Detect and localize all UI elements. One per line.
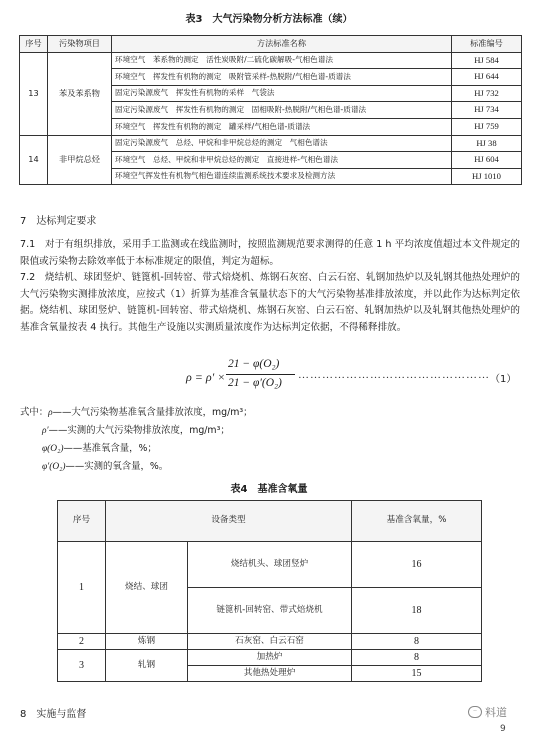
row-oxygen-value: 15 [352, 666, 482, 682]
row-pollutant: 苯及苯系物 [48, 52, 112, 135]
std-code: HJ 584 [452, 52, 522, 69]
std-code: HJ 759 [452, 118, 522, 135]
page-number: 9 [500, 724, 506, 734]
row-oxygen-value: 16 [352, 542, 482, 588]
header-no: 序号 [20, 36, 48, 53]
row-category: 轧钢 [106, 650, 188, 682]
watermark-text: 料道 [485, 706, 507, 719]
section8-heading: 8 实施与监督 [20, 709, 87, 720]
def-symbol: ρ′ [42, 426, 49, 436]
table-row [58, 542, 482, 588]
method-name: 固定污染源废气 挥发性有机物的测定 固相吸附-热脱附/气相色谱-质谱法 [112, 102, 452, 119]
row-no: 2 [58, 634, 106, 650]
leader-dots: ………………………………………… [298, 369, 490, 381]
table4-reference-oxygen [57, 500, 482, 682]
formula-denominator: 21 − φ′(O₂) [228, 377, 282, 389]
header-pollutant: 污染物项目 [48, 36, 112, 53]
method-name: 环境空气 总烃、甲烷和非甲烷总烃的测定 直接进样-气相色谱法 [112, 152, 452, 169]
header-std-code: 标准编号 [452, 36, 522, 53]
definitions-intro: 式中： [20, 407, 49, 418]
definition-row [20, 440, 253, 458]
clause-7-1: 7.1 对于有组织排放，采用手工监测或在线监测时，按照监测规范要求测得的任意 1 h 平均浓度值超过本文件规定的限值或污染物去除效率低于本标准规定的限值，判定为超标。 [20, 239, 520, 267]
method-name: 环境空气 苯系物的测定 活性炭吸附/二硫化碳解吸-气相色谱法 [112, 52, 452, 69]
header-oxygen: 基准含氧量，% [352, 501, 482, 542]
def-text: ——实测的氧含量，%。 [65, 461, 169, 472]
std-code: HJ 38 [452, 135, 522, 152]
method-name: 环境空气挥发性有机物气相色谱连续监测系统技术要求及检测方法 [112, 168, 452, 185]
definition-row [20, 404, 253, 422]
equation-1 [0, 357, 538, 397]
def-text: ——基准氧含量，%； [63, 443, 157, 454]
table-row [20, 52, 522, 69]
definition-row [20, 422, 253, 440]
table-row [20, 135, 522, 152]
def-text: ——实测的大气污染物排放浓度，mg/m³； [48, 425, 230, 436]
std-code: HJ 644 [452, 69, 522, 86]
table4-caption: 表4 基准含氧量 [230, 484, 308, 495]
method-name: 环境空气 挥发性有机物的测定 罐采样/气相色谱-质谱法 [112, 118, 452, 135]
def-symbol: φ(O₂) [42, 444, 64, 454]
def-symbol: φ′(O₂) [42, 462, 66, 472]
row-oxygen-value: 18 [352, 588, 482, 634]
std-code: HJ 604 [452, 152, 522, 169]
table3-caption: 表3 大气污染物分析方法标准（续） [185, 14, 353, 25]
def-symbol: ρ [48, 408, 53, 418]
table3-methods [19, 35, 522, 185]
row-no: 13 [20, 52, 48, 135]
equation-number: （1） [490, 374, 517, 385]
row-equipment: 石灰窑、白云石窑 [188, 634, 352, 650]
row-equipment: 其他热处理炉 [188, 666, 352, 682]
method-name: 固定污染源废气 总烃、甲烷和非甲烷总烃的测定 气相色谱法 [112, 135, 452, 152]
row-equipment: 烧结机头、球团竖炉 [188, 542, 352, 588]
row-category: 炼钢 [106, 634, 188, 650]
variable-definitions [20, 404, 253, 476]
header-equipment-type: 设备类型 [106, 501, 352, 542]
definition-row [20, 458, 253, 476]
watermark [468, 704, 507, 720]
row-no: 1 [58, 542, 106, 634]
row-no: 14 [20, 135, 48, 185]
std-code: HJ 734 [452, 102, 522, 119]
row-category: 烧结、球团 [106, 542, 188, 634]
wechat-bubble-icon: ·· [468, 706, 482, 718]
formula-lhs: ρ = ρ′ × [186, 370, 226, 384]
section7-heading: 7 达标判定要求 [20, 216, 97, 227]
method-name: 固定污染源废气 挥发性有机物的采样 气袋法 [112, 85, 452, 102]
fraction-bar [226, 374, 295, 375]
table3-header-row [20, 36, 522, 53]
table-row [58, 634, 482, 650]
row-pollutant: 非甲烷总烃 [48, 135, 112, 185]
formula-numerator: 21 − φ(O₂) [228, 358, 280, 370]
row-equipment: 加热炉 [188, 650, 352, 666]
def-text: ——大气污染物基准氧含量排放浓度，mg/m³； [52, 407, 253, 418]
std-code: HJ 732 [452, 85, 522, 102]
header-no: 序号 [58, 501, 106, 542]
header-method-name: 方法标准名称 [112, 36, 452, 53]
row-equipment: 链篦机-回转窑、带式焙烧机 [188, 588, 352, 634]
table4-header-row [58, 501, 482, 542]
table-row [58, 650, 482, 666]
row-oxygen-value: 8 [352, 650, 482, 666]
row-no: 3 [58, 650, 106, 682]
clause-7-2: 7.2 烧结机、球团竖炉、链篦机-回转窑、带式焙烧机、炼钢石灰窑、白云石窑、轧钢加热炉以及轧钢其他热处理炉的大气污染物实测排放浓度，应按式（1）折算为基准含氧量状态下的大气污染物基准排放浓度，并以此作为达标判定依据。烧结机、球团竖炉、链篦机-回转窑、带式焙烧机、炼钢石灰窑、白云石窑、轧钢加热炉以及轧钢其他热处理炉的基准含氧量按表 4 执行。其他生产设施以实测质量浓度作为达标判定依据，不得稀释排放。 [20, 272, 520, 333]
std-code: HJ 1010 [452, 168, 522, 185]
method-name: 环境空气 挥发性有机物的测定 吸附管采样-热脱附/气相色谱-质谱法 [112, 69, 452, 86]
row-oxygen-value: 8 [352, 634, 482, 650]
